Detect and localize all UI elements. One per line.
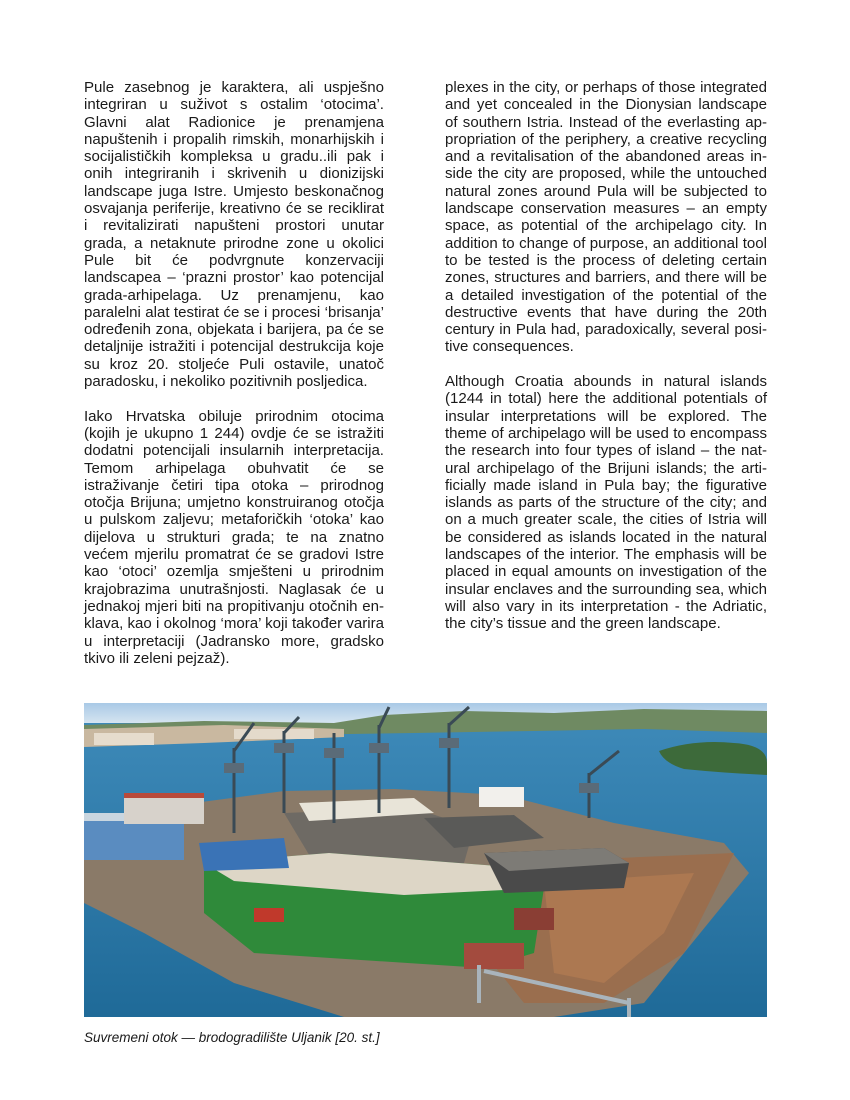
right-column (445, 79, 767, 650)
shipyard-photo (84, 703, 767, 1017)
left-paragraph-1: Pule zasebnog je karaktera, ali uspješno integriran u suživot s ostalim ‘otocima’. Glavni alat Radionice je prenamjena napuštenih i propalih rimskih, monarhijskih i socijalističkih kompleksa u gradu..ili pak i onih integriranih i skrivenih u dionizijski landscape juga Istre. Umjesto beskonačnog osvajanja periferije, kreativno će se reciklirat i revitalizirati napušteni prostori unutar grada, a netaknute prirodne zone u okolici Pule bit će podvrgnute konzervaciji landscapea – ‘prazni prostor’ kao potencijal grada-arhipelaga. Uz prenamjenu, kao paralelni alat testirat će se i procesi ‘brisanja’ određenih zona, objekata i barijera, pa će se detaljnije istražiti i potencijal destrukcija koje su kroz 20. stoljeće Puli ostavile, unatoč paradosku, i nekoliko pozitivnih posljedica. (84, 79, 384, 391)
left-column (84, 79, 384, 684)
right-paragraph-1: plexes in the city, or perhaps of those integrated and yet concealed in the Dionysian landscape of southern Istria. Instead of the everlasting appropriation of the periphery, a creative recycling and a revitalisation of the abandoned areas inside the city are proposed, while the untouched natural zones around Pula will be subjected to landscape conservation measures – an empty space, as potential of the archipelago city. In addition to change of purpose, an additional tool to be tested is the process of deleting certain zones, structures and barriers, and there will be a detailed investigation of the potential of the destructive events that have during the 20th century in Pula had, paradoxically, several positive consequences. (445, 79, 767, 356)
shipyard-illustration (84, 703, 767, 1017)
figure-caption: Suvremeni otok — brodogradilište Uljanik [20. st.] (84, 1030, 380, 1045)
right-paragraph-2: Although Croatia abounds in natural islands (1244 in total) here the additional potentials of insular interpretations will be explored. The theme of archipelago will be used to encompass the research into four types of island – the natural archipelago of the Brijuni islands; the artificially made island in Pula bay; the figurative islands as parts of the structure of the city; and on a much greater scale, the cities of Istria will be considered as islands located in the natural landscapes of the interior. The emphasis will be placed in equal amounts on investigation of the insular enclaves and the surrounding sea, which will also vary in its interpretation - the Adriatic, the city’s tissue and the green landscape. (445, 373, 767, 633)
left-paragraph-2: Iako Hrvatska obiluje prirodnim otocima (kojih je ukupno 1 244) ovdje će se istražiti dodatni potencijali insularnih interpretacija. Temom arhipelaga obuhvatit će se istraživanje četiri tipa otoka – prirodnog otočja Brijuna; umjetno konstruiranog otočja u pulskom zaljevu; metaforičkih ‘otoka’ kao dijelova u strukturi grada; te na znatno većem mjerilu promatrat će se gradovi Istre kao ‘otoci’ ozemlja smješteni u prirodnim krajobrazima unutrašnjosti. Naglasak će u jednakoj mjeri biti na propitivanju otočnih enklava, kao i okolnog ‘mora’ koji također varira u interpretaciji (Jadransko more, gradsko tkivo ili zeleni pejzaž). (84, 407, 384, 667)
